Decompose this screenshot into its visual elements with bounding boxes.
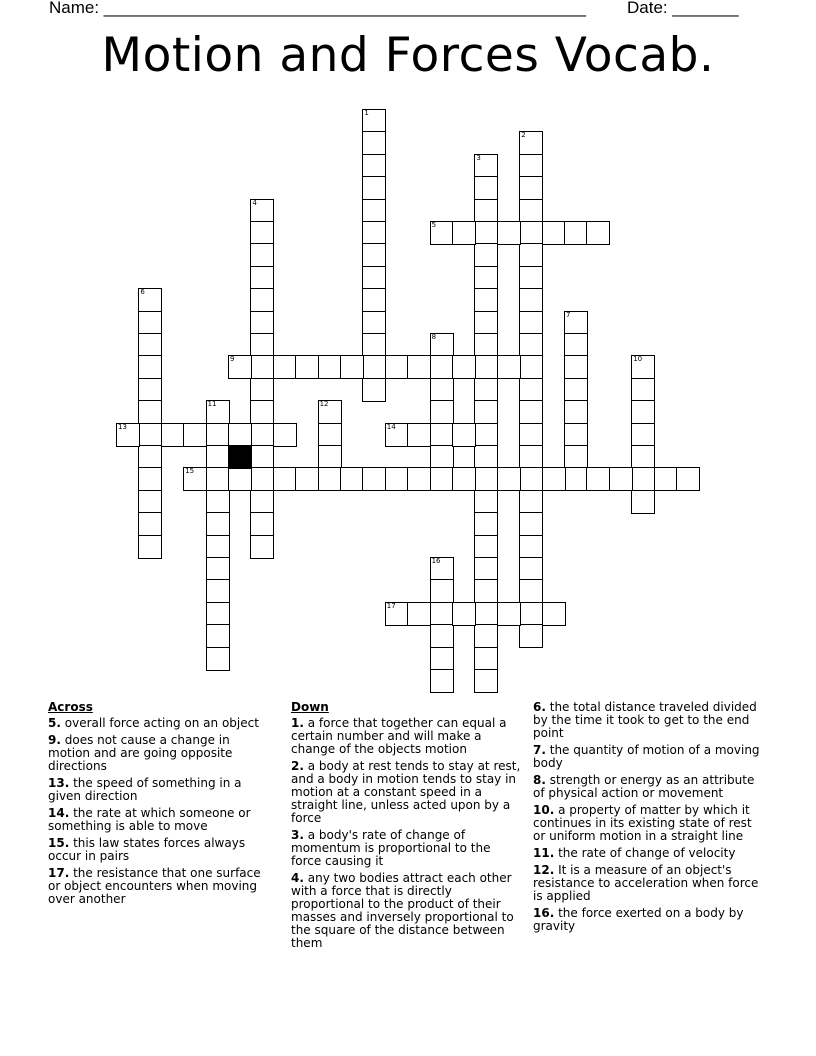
clue-number: 4.: [291, 871, 304, 885]
clue-text: the rate of change of velocity: [558, 846, 736, 860]
grid-cell[interactable]: [474, 400, 498, 424]
cell-number: 9: [230, 355, 235, 364]
grid-cell[interactable]: [183, 467, 207, 491]
grid-cell[interactable]: [362, 243, 386, 267]
clue-number: 10.: [533, 803, 555, 817]
grid-cell[interactable]: [362, 311, 386, 335]
clue-number: 14.: [48, 806, 70, 820]
cell-number: 14: [386, 422, 396, 431]
grid-cell[interactable]: [116, 423, 140, 447]
grid-cell[interactable]: [206, 400, 230, 424]
clue-across-17: [48, 867, 270, 906]
grid-cell[interactable]: [138, 355, 162, 379]
grid-cell[interactable]: [430, 445, 454, 469]
grid-cell[interactable]: [474, 266, 498, 290]
grid-cell[interactable]: [519, 333, 543, 357]
grid-cell[interactable]: [362, 467, 386, 491]
grid-cell[interactable]: [295, 355, 319, 379]
clue-across-14: [48, 807, 270, 833]
grid-cell[interactable]: [519, 445, 543, 469]
grid-cell[interactable]: [474, 602, 498, 626]
grid-cell[interactable]: [564, 378, 588, 402]
clue-text: strength or energy as an attribute of physical action or movement: [533, 773, 755, 800]
clue-across-9: [48, 734, 270, 773]
grid-cell[interactable]: [452, 355, 476, 379]
grid-cell[interactable]: [407, 423, 431, 447]
grid-cell[interactable]: [250, 199, 274, 223]
grid-cell[interactable]: [385, 355, 409, 379]
grid-cell[interactable]: [564, 355, 588, 379]
grid-cell[interactable]: [586, 221, 610, 245]
grid-cell[interactable]: [250, 221, 274, 245]
grid-cell[interactable]: [250, 266, 274, 290]
clue-number: 11.: [533, 846, 555, 860]
grid-cell[interactable]: [542, 467, 566, 491]
grid-cell[interactable]: [318, 423, 342, 447]
clue-number: 1.: [291, 716, 304, 730]
grid-cell[interactable]: [362, 221, 386, 245]
grid-cell[interactable]: [362, 333, 386, 357]
grid-cell[interactable]: [430, 579, 454, 603]
grid-cell[interactable]: [385, 423, 409, 447]
grid-cell[interactable]: [318, 445, 342, 469]
grid-cell[interactable]: [519, 535, 543, 559]
grid-cell[interactable]: [519, 221, 543, 245]
grid-cell[interactable]: [430, 647, 454, 671]
cell-number: 1: [364, 109, 369, 117]
clue-number: 7.: [533, 743, 546, 757]
clue-text: a force that together can equal a certain number and will make a change of the objects motion: [291, 716, 507, 756]
grid-cell[interactable]: [430, 467, 454, 491]
grid-cell[interactable]: [564, 423, 588, 447]
grid-cell[interactable]: [362, 199, 386, 223]
clue-down-12: [533, 864, 765, 903]
clue-text: this law states forces always occur in pairs: [48, 836, 246, 863]
grid-cell[interactable]: [519, 512, 543, 536]
grid-cell[interactable]: [519, 423, 543, 447]
grid-cell[interactable]: [430, 355, 454, 379]
grid-cell[interactable]: [474, 647, 498, 671]
grid-cell[interactable]: [474, 512, 498, 536]
grid-cell[interactable]: [138, 378, 162, 402]
grid-cell[interactable]: [362, 266, 386, 290]
grid-cell[interactable]: [631, 423, 655, 447]
grid-cell[interactable]: [138, 333, 162, 357]
clue-text: the resistance that one surface or object encounters when moving over another: [48, 866, 261, 906]
grid-cell[interactable]: [138, 467, 162, 491]
grid-cell[interactable]: [430, 669, 454, 693]
grid-cell[interactable]: [676, 467, 700, 491]
grid-cell[interactable]: [631, 400, 655, 424]
grid-cell[interactable]: [497, 221, 521, 245]
date-field-label: Date: _______: [627, 0, 739, 17]
grid-cell[interactable]: [474, 423, 498, 447]
grid-cell[interactable]: [474, 624, 498, 648]
grid-cell[interactable]: [519, 266, 543, 290]
grid-cell[interactable]: [250, 467, 274, 491]
grid-cell[interactable]: [430, 378, 454, 402]
grid-cell[interactable]: [250, 288, 274, 312]
grid-cell[interactable]: [519, 243, 543, 267]
grid-cell[interactable]: [474, 176, 498, 200]
grid-cell[interactable]: [474, 557, 498, 581]
grid-cell[interactable]: [138, 311, 162, 335]
grid-cell[interactable]: [138, 512, 162, 536]
clue-text: the force exerted on a body by gravity: [533, 906, 744, 933]
name-field-label: Name: ___________________________________________________: [49, 0, 586, 17]
down-clues: [291, 701, 523, 954]
grid-cell[interactable]: [474, 490, 498, 514]
grid-cell[interactable]: [519, 288, 543, 312]
grid-cell[interactable]: [564, 400, 588, 424]
cell-number: 13: [118, 422, 127, 431]
grid-cell[interactable]: [497, 355, 521, 379]
grid-cell[interactable]: [564, 445, 588, 469]
clue-number: 5.: [48, 716, 61, 730]
grid-cell[interactable]: [474, 445, 498, 469]
grid-cell[interactable]: [474, 243, 498, 267]
grid-cell[interactable]: [206, 423, 230, 447]
grid-cell[interactable]: [474, 579, 498, 603]
grid-cell[interactable]: [228, 423, 252, 447]
grid-cell[interactable]: [362, 355, 386, 379]
grid-cell[interactable]: [206, 624, 230, 648]
clue-down-7: [533, 744, 765, 770]
grid-cell[interactable]: [519, 602, 543, 626]
grid-cell[interactable]: [586, 467, 610, 491]
clue-text: the total distance traveled divided by the time it took to get to the end point: [533, 700, 757, 740]
clue-text: the rate at which someone or something is able to move: [48, 806, 251, 833]
grid-cell[interactable]: [206, 512, 230, 536]
grid-cell[interactable]: [138, 535, 162, 559]
grid-cell[interactable]: [250, 400, 274, 424]
grid-cell[interactable]: [609, 467, 633, 491]
grid-cell[interactable]: [497, 602, 521, 626]
cell-number: 16: [431, 557, 441, 565]
grid-cell[interactable]: [519, 467, 543, 491]
clue-number: 17.: [48, 866, 70, 880]
cell-number: 6: [140, 288, 145, 297]
grid-cell[interactable]: [519, 355, 543, 379]
clue-down-4: [291, 872, 523, 950]
clue-across-13: [48, 777, 270, 803]
clue-down-16: [533, 907, 765, 933]
grid-cell[interactable]: [250, 243, 274, 267]
cell-number: 11: [207, 400, 217, 409]
clue-text: a body at rest tends to stay at rest, and a body in motion tends to stay in motion at a constant speed in a straight line, unless acted upon by a force: [291, 759, 521, 825]
grid-cell[interactable]: [318, 467, 342, 491]
across-heading: Across: [48, 700, 93, 714]
grid-cell[interactable]: [631, 490, 655, 514]
grid-cell[interactable]: [564, 333, 588, 357]
grid-cell[interactable]: [474, 311, 498, 335]
grid-cell[interactable]: [474, 355, 498, 379]
grid-cell[interactable]: [497, 467, 521, 491]
cell-number: 15: [185, 467, 195, 476]
page-title: Motion and Forces Vocab.: [101, 28, 715, 83]
clue-text: It is a measure of an object's resistance to acceleration when force is applied: [533, 863, 759, 903]
grid-cell[interactable]: [138, 288, 162, 312]
clue-down-1: [291, 717, 523, 756]
cell-number: 4: [252, 198, 257, 207]
grid-cell[interactable]: [385, 467, 409, 491]
grid-cell[interactable]: [452, 467, 476, 491]
grid-cell[interactable]: [362, 288, 386, 312]
clue-number: 13.: [48, 776, 70, 790]
grid-cell[interactable]: [474, 535, 498, 559]
grid-cell[interactable]: [295, 467, 319, 491]
grid-cell[interactable]: [430, 400, 454, 424]
grid-cell[interactable]: [362, 154, 386, 178]
down-heading: Down: [291, 700, 329, 714]
grid-cell[interactable]: [452, 221, 476, 245]
grid-cell[interactable]: [250, 355, 274, 379]
cell-number: 5: [431, 221, 437, 229]
grid-cell[interactable]: [250, 445, 274, 469]
clue-number: 3.: [291, 828, 304, 842]
grid-cell[interactable]: [250, 512, 274, 536]
cell-number: 8: [431, 333, 437, 341]
grid-cell[interactable]: [474, 467, 498, 491]
clue-down-6: [533, 701, 765, 740]
grid-cell[interactable]: [206, 535, 230, 559]
cell-number: 2: [521, 131, 526, 140]
clue-number: 16.: [533, 906, 555, 920]
grid-cell[interactable]: [273, 355, 297, 379]
grid-cell[interactable]: [452, 423, 476, 447]
grid-cell[interactable]: [385, 602, 409, 626]
grid-cell[interactable]: [273, 467, 297, 491]
grid-cell[interactable]: [138, 445, 162, 469]
grid-cell[interactable]: [519, 154, 543, 178]
grid-cell[interactable]: [654, 467, 678, 491]
grid-cell[interactable]: [474, 154, 498, 178]
clue-text: a body's rate of change of momentum is proportional to the force causing it: [291, 828, 491, 868]
clue-down-2: [291, 760, 523, 825]
grid-cell[interactable]: [206, 490, 230, 514]
grid-cell[interactable]: [183, 423, 207, 447]
grid-cell[interactable]: [228, 467, 252, 491]
clue-number: 9.: [48, 733, 61, 747]
grid-cell[interactable]: [407, 602, 431, 626]
grid-cell[interactable]: [407, 355, 431, 379]
clue-number: 6.: [533, 700, 546, 714]
grid-cell[interactable]: [206, 467, 230, 491]
grid-cell[interactable]: [542, 602, 566, 626]
across-clues: [48, 701, 270, 910]
grid-cell[interactable]: [362, 378, 386, 402]
grid-cell[interactable]: [519, 557, 543, 581]
grid-cell[interactable]: [340, 467, 364, 491]
grid-cell[interactable]: [519, 199, 543, 223]
clue-down-3: [291, 829, 523, 868]
grid-cell[interactable]: [250, 535, 274, 559]
grid-cell[interactable]: [250, 423, 274, 447]
grid-cell[interactable]: [362, 109, 386, 133]
grid-cell[interactable]: [206, 602, 230, 626]
grid-cell[interactable]: [519, 579, 543, 603]
grid-cell[interactable]: [564, 221, 588, 245]
grid-cell[interactable]: [138, 490, 162, 514]
grid-cell[interactable]: [206, 557, 230, 581]
grid-cell[interactable]: [631, 445, 655, 469]
grid-cell[interactable]: [519, 378, 543, 402]
grid-cell[interactable]: [564, 311, 588, 335]
grid-cell[interactable]: [564, 467, 588, 491]
grid-cell[interactable]: [430, 624, 454, 648]
grid-cell[interactable]: [138, 400, 162, 424]
grid-cell[interactable]: [250, 490, 274, 514]
grid-cell[interactable]: [430, 333, 454, 357]
clue-text: a property of matter by which it continues in its existing state of rest or uniform motion in a straight line: [533, 803, 752, 843]
clue-number: 8.: [533, 773, 546, 787]
cell-number: 10: [633, 355, 643, 364]
grid-cell[interactable]: [474, 221, 498, 245]
grid-cell[interactable]: [273, 423, 297, 447]
grid-cell[interactable]: [161, 423, 185, 447]
grid-cell[interactable]: [318, 355, 342, 379]
clue-across-5: [48, 717, 270, 730]
grid-cell[interactable]: [519, 490, 543, 514]
blocked-cell: [228, 445, 252, 469]
grid-cell[interactable]: [519, 176, 543, 200]
grid-cell[interactable]: [519, 311, 543, 335]
grid-cell[interactable]: [631, 355, 655, 379]
grid-cell[interactable]: [407, 467, 431, 491]
grid-cell[interactable]: [474, 288, 498, 312]
grid-cell[interactable]: [206, 445, 230, 469]
grid-cell[interactable]: [228, 355, 252, 379]
clue-down-11: [533, 847, 765, 860]
clue-number: 15.: [48, 836, 70, 850]
grid-cell[interactable]: [519, 624, 543, 648]
grid-cell[interactable]: [474, 378, 498, 402]
cell-number: 3: [476, 153, 481, 162]
grid-cell[interactable]: [631, 467, 655, 491]
cell-number: 7: [566, 310, 571, 319]
grid-cell[interactable]: [362, 131, 386, 155]
clue-number: 2.: [291, 759, 304, 773]
grid-cell[interactable]: [474, 199, 498, 223]
grid-cell[interactable]: [318, 400, 342, 424]
grid-cell[interactable]: [430, 423, 454, 447]
grid-cell[interactable]: [430, 602, 454, 626]
cell-number: 17: [386, 601, 396, 610]
clue-down-10: [533, 804, 765, 843]
grid-cell[interactable]: [250, 333, 274, 357]
grid-cell[interactable]: [430, 557, 454, 581]
grid-cell[interactable]: [474, 333, 498, 357]
clue-text: the quantity of motion of a moving body: [533, 743, 760, 770]
cell-number: 12: [319, 400, 329, 409]
grid-cell[interactable]: [519, 131, 543, 155]
grid-cell[interactable]: [542, 221, 566, 245]
clue-down-8: [533, 774, 765, 800]
grid-cell[interactable]: [340, 355, 364, 379]
grid-cell[interactable]: [519, 400, 543, 424]
clue-across-15: [48, 837, 270, 863]
grid-cell[interactable]: [250, 378, 274, 402]
grid-cell[interactable]: [452, 602, 476, 626]
clue-text: any two bodies attract each other with a force that is directly proportional to the product of their masses and inversely proportional to the square of the distance between them: [291, 871, 514, 950]
grid-cell[interactable]: [430, 221, 454, 245]
clue-text: the speed of something in a given direction: [48, 776, 242, 803]
grid-cell[interactable]: [631, 378, 655, 402]
grid-cell[interactable]: [206, 579, 230, 603]
clue-text: overall force acting on an object: [64, 716, 259, 730]
clue-number: 12.: [533, 863, 555, 877]
grid-cell[interactable]: [206, 647, 230, 671]
grid-cell[interactable]: [474, 669, 498, 693]
grid-cell[interactable]: [250, 311, 274, 335]
clue-text: does not cause a change in motion and are going opposite directions: [48, 733, 233, 773]
grid-cell[interactable]: [138, 423, 162, 447]
down-clues-continued: [533, 701, 765, 937]
grid-cell[interactable]: [362, 176, 386, 200]
